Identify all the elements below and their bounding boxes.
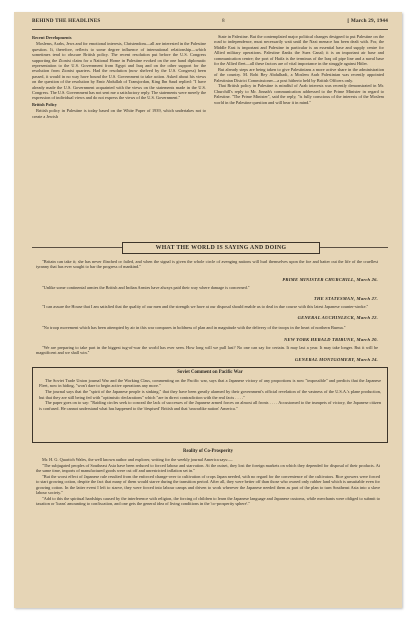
soviet-paragraph: The Soviet Trade Union journal War and the Working Class, commenting on the Pacific war, says that a Japanese victory of any proportions is now "impossible" and predicts that the Japanese Fleet, now in hiding, "won't dare to begin active operations any more." xyxy=(39,378,381,389)
quote-attribution: GENERAL MONTGOMERY, March 24. xyxy=(294,357,378,362)
coprosperity-paragraph: "But the worst effect of Japanese rule resulted from the enforced change-over to cultivation of crops Japan needed, with no regard for the convenience of the cultivators. Rice growers were forced to start growing cotton, despite the fact that many of them would starve during the transition period. After all, they were better off than those who owned only rubber land which is unsuitable even for growing cotton. In the latter event I left to starve, they were forced into labour camps and driven to work wherever the Japanese needed them as part of the plan to turn Southeast Asia into a slave labour society." xyxy=(36,474,380,496)
quote-churchill xyxy=(36,259,378,270)
left-paragraph: Moslems, Arabs, Jews and for emotional interests, Christendom—all are interested in the Palestine question. It, therefore, reflects to some degree influence of international relationship—which sometimes tend to obscure British policy. The recent resolution put before the U.S. Congress supporting the Zionist claim for a National Home in Palestine evoked on the one hand diplomatic representation to the U.S. Government from Egypt and Iraq and on the other support for the resolution from Zionist quarters. Had the resolution (now shelved by the U.S. Congress) been passed, it would in no way have bound the U.S. Government to take action. Asked about his views on the question of the resolution by Emir Abdullah of Transjordan, King Ibn Saud replied: "I have already made the U.S. Government acquainted with the views on the statements made in the U.S. Congress. The U.S. Government has not sent me a satisfactory reply. The statements were merely the expression of individual views and do not express the views of the U.S. Government." xyxy=(32,41,206,101)
quote-text: "Britain can take it; she has never flinched or failed, and when the signal is given the whole circle of avenging nations will hurl themselves upon the foe and batter out the life of the cruellest tyranny that has ever sought to bar the progress of mankind." xyxy=(36,259,378,270)
soviet-paragraph: The paper goes on to say: "Raiding circles seek to conceal the lack of successes of the Japanese armed forces on almost all fronts . . . . Accustomed to the trumpets of victory, the Japanese citizen is confused. He cannot understand what has happened to the 'despised' British and that 'unwarlike nation' America." xyxy=(39,400,381,411)
quote-attribution: PRIME MINISTER CHURCHILL, March 26. xyxy=(282,277,378,282)
quote-text: "No troop movement which has been attempted by air in this war compares in boldness of plan and in magnitude with the delivery of the troops in the heart of northern Burma." xyxy=(42,325,346,330)
recent-developments-heading: Recent Developments xyxy=(32,35,72,40)
quote-attribution: THE STATESMAN, March 27. xyxy=(313,296,378,301)
soviet-comment-box xyxy=(32,367,388,443)
coprosperity-paragraph: Mr. H. G. Quaritch Wales, the well known author and explorer, writing for the weekly journal America says:— xyxy=(42,457,233,462)
coprosperity-paragraph: "Add to this the spiritual hardships caused by the interference with religion, the forcing of children to learn the Japanese language and Japanese customs, while merchants were obliged to submit to taxation or 'loans' amounting to confiscation, and one gets the general idea of living conditions in the 'co-prosperity sphere'." xyxy=(36,496,380,507)
soviet-comment-body xyxy=(39,378,381,412)
quote-statesman xyxy=(36,285,378,290)
left-column xyxy=(32,34,206,119)
right-paragraph: State in Palestine. But the contemplated major political changes designed to put Palestine on the road to independence, must necessarily wait until the Nazi menace has been dealt with. For, the Middle East is important and Palestine in particular is an essential base and supply centre for Allied military operations. Palestine flanks the Suez Canal; it is an important air base and communication centre; the port of Haifa is the terminus of the Iraq oil pipe line and a naval base for the Allied fleet—all these factors are of vital importance in the struggle against Hitler. xyxy=(214,34,384,67)
header-rule xyxy=(32,29,388,30)
right-column xyxy=(214,34,384,105)
page-header xyxy=(32,18,388,28)
british-policy-heading: British Policy xyxy=(32,101,57,107)
newspaper-page xyxy=(14,12,402,608)
publication-title: BEHIND THE HEADLINES xyxy=(32,18,101,24)
coprosperity-paragraph: "The subjugated peoples of Southeast Asia have been reduced to forced labour and starvation. At the outset, they lost the foreign markets on which they depended for disposal of their products. At the same time, imports of manufactured goods were cut off and unrestricted inflation set in." xyxy=(36,462,380,474)
right-paragraph: That British policy in Palestine is mindful of Arab interests was recently demonstrated in Mr. Churchill's reply to Mr. Jinnah's communication addressed to the Prime Minister in regard to Palestine. "The Prime Minister", said the reply, "is fully conscious of the interests of the Moslem world in the Palestine question and will bear it in mind." xyxy=(214,83,384,105)
issue-date: [ March 29, 1944 xyxy=(347,18,388,24)
page-number: 8 xyxy=(222,18,225,24)
soviet-paragraph: The journal says that the "spirit of the Japanese people is sinking," that they have been greatly alarmed by their government's official revelation of the vastness of the U.S.A.'s plane production, but that they are still being fed with "optimistic declarations" which "are in direct contradiction with the real facts . . . ." xyxy=(39,389,381,400)
soviet-comment-heading: Soviet Comment on Pacific War xyxy=(177,370,243,375)
section-banner: WHAT THE WORLD IS SAYING AND DOING xyxy=(122,242,320,254)
quote-herald-tribune xyxy=(36,325,378,330)
quote-text: "Unlike some continental armies the British and Indian Armies have always paid their way where damage is concerned." xyxy=(42,285,250,290)
left-paragraph: British policy in Palestine is today based on the White Paper of 1939, which undertakes not to create a Jewish xyxy=(32,108,206,119)
quote-text: "I can assure the House that I am satisfied that the quality of our men and the strength we have at our disposal should enable us to deal in due course with this latest Japanese counter-stroke." xyxy=(42,304,369,309)
coprosperity-heading: Reality of Co-Prosperity xyxy=(183,449,233,454)
quote-auchinleck xyxy=(36,304,378,309)
quote-attribution: GENERAL AUCHINLECK, March 22. xyxy=(297,315,378,320)
quote-text: "We are preparing to take part in the biggest tug-of-war the world has ever seen. How long will we pull last? No one can say for certain. It may last a year. It may take longer. But it will be magnificent and we shall win." xyxy=(36,345,378,356)
right-paragraph: But already steps are being taken to give Palestinians a more active share in the administration of the country. M. Rohi Bey Abdulhadi, a Moslem Arab Palestinian was recently appointed Palestinian District Commissioner—a post hitherto held by British Officers only. xyxy=(214,66,384,83)
quote-montgomery xyxy=(36,345,378,356)
quote-attribution: NEW YORK HERALD TRIBUNE, March 20. xyxy=(283,337,378,342)
coprosperity-body xyxy=(36,457,380,507)
